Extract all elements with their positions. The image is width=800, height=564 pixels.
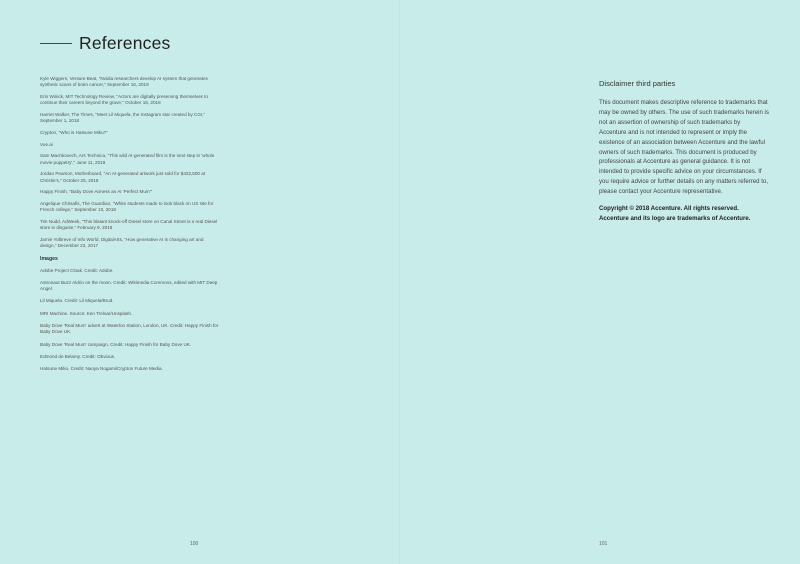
reference-item: Crypton, "Who is Hatsune Miku?" — [40, 129, 108, 135]
page-gutter — [399, 0, 401, 564]
reference-item: Happy Finish, "Baby Dove Airness an AI 'Perfect Mum'" — [40, 189, 153, 195]
page-title: References — [79, 33, 171, 53]
images-heading: Images — [40, 255, 58, 262]
disclaimer-body: This document makes descriptive reference to trademarks that may be owned by others. The use of such trademarks herein is not an assertion of ownership of such trademarks by Accenture and is not intended to represent or imply the existence of an association between Accenture and the lawful owners of such trademarks. This document is produced by professionals at Accenture as general guidance. It is not intended to provide specific advice on your circumstances. If you require advice or further details on any matters referred to, please contact your Accenture representative. — [599, 99, 769, 196]
reference-item: Sam Machkovech, Ars Technica, "This wild AI-generated film is the next step in 'whole movie puppetry'," June 11, 2018 — [40, 153, 215, 165]
image-credit: MRI Machine. Source: Ken Treloar/Unsplash. — [40, 310, 133, 316]
reference-item: Tim Nudd, AdWeek, "This blatant knock-off Diesel store on Canal Street is a real Diesel store in disguise," February 9, 2018 — [40, 218, 218, 231]
reference-item: Jamie Yolbreve of Info World, DigitalArts, "How generative AI is changing art and design," December 22, 2017 — [40, 236, 204, 249]
reference-item: Erin Winick, MIT Technology Review, "Actors are digitally preserving themselves to continue their careers beyond the grave," October 16, 2018 — [40, 93, 208, 106]
image-credit: Adobe Project Cloak. Credit: Adobe. — [40, 267, 114, 273]
image-credit: Astronaut Buzz Aldrin on the moon. Credit: Wikimedia Commons, edited with MIT Deep Angel. — [40, 279, 218, 292]
disclaimer-title: Disclaimer third parties — [599, 79, 676, 88]
reference-item: Angelique Chrisafis, The Guardian, "White students made to look black on US site for French college," September 10, 2018 — [40, 200, 214, 213]
page-number-left: 100 — [190, 541, 199, 547]
disclaimer-section — [599, 79, 769, 231]
page-number-right: 101 — [599, 541, 608, 547]
reference-item: Vue.ai — [40, 141, 53, 147]
image-credit: Baby Dove 'Real Mum' campaign. Credit: Happy Finish for Baby Dove UK. — [40, 341, 192, 347]
reference-item: Jordan Pearson, Motherboard, "An AI-generated artwork just sold for $432,500 at Christie's," October 25, 2018 — [40, 171, 206, 183]
image-credit: Lil Miquela. Credit: Lil Miquela/Brud. — [40, 298, 114, 304]
references-heading — [40, 33, 171, 54]
trademark-line: Accenture and its logo are trademarks of Accenture. — [599, 214, 751, 222]
reference-item: Harriet Walker, The Times, "Meet Lil Miquela, the Instagram star created by CGI," September 1, 2018 — [40, 111, 206, 124]
heading-rule — [40, 43, 72, 44]
references-list — [40, 76, 220, 379]
copyright-notice — [599, 204, 769, 224]
image-credit: Edmond de Belamy. Credit: Obvious. — [40, 353, 116, 359]
image-credit: Baby Dove 'Real Mum' advert at Waterloo Station, London, UK. Credit: Happy Finish for Baby Dove UK. — [40, 323, 219, 335]
copyright-line: Copyright © 2018 Accenture. All rights reserved. — [599, 205, 739, 213]
reference-item: Kyle Wiggers, Venture Beat, "Nvidia researchers develop AI system that generates synthetic scans of brain cancer," September 16, 2018 — [40, 76, 208, 88]
image-credit: Hatsune Miku. Credit: Naoya Nogami/Crypton Future Media. — [40, 366, 163, 372]
